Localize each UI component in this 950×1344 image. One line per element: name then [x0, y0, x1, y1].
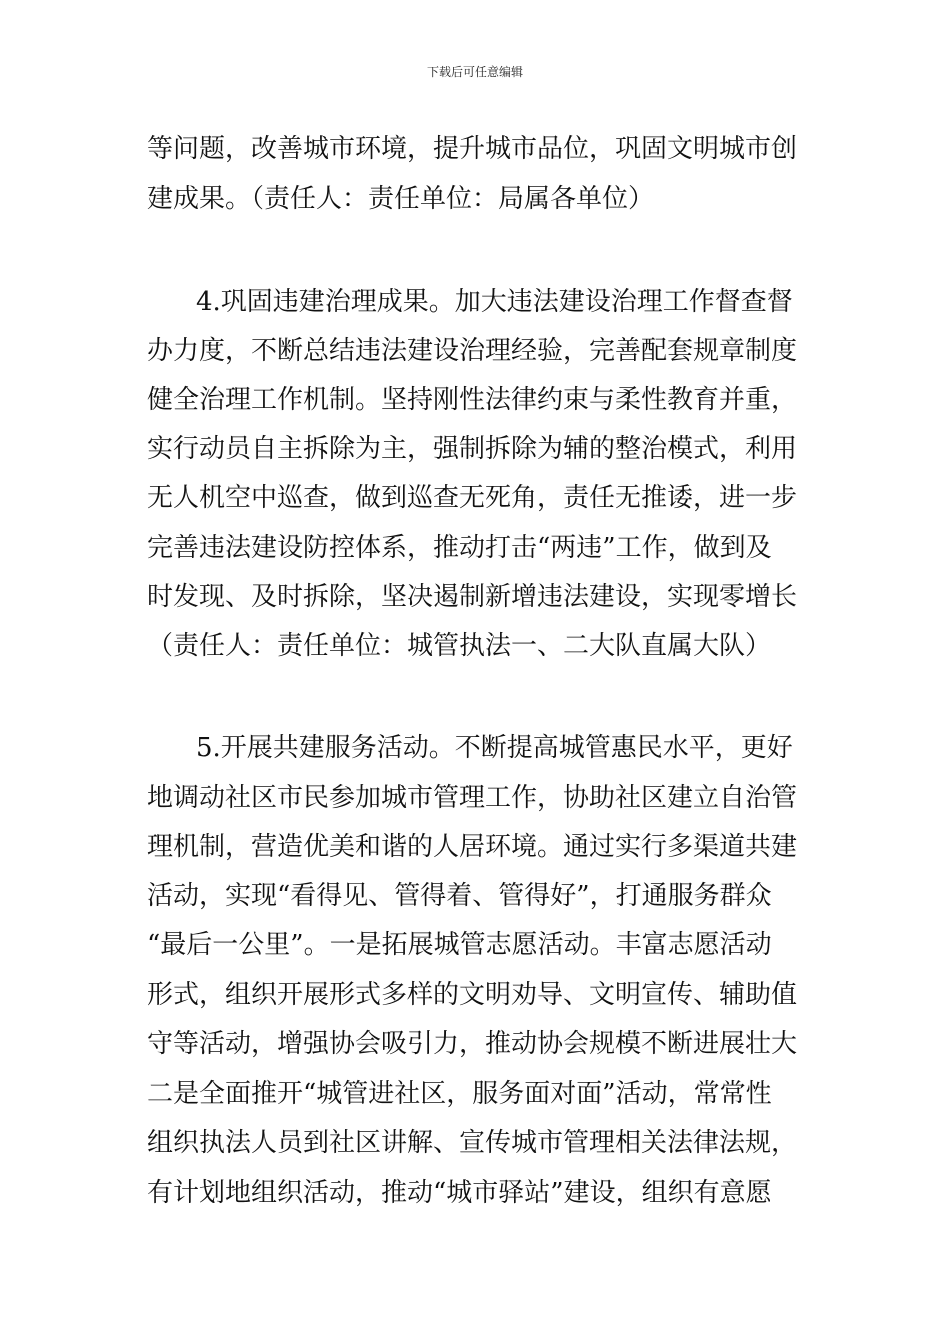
paragraph-line: 地调动社区市民参加城市管理工作，协助社区建立自治管 — [147, 783, 798, 813]
paragraph-line: 健全治理工作机制。坚持刚性法律约束与柔性教育并重， — [147, 385, 798, 415]
paragraph-line: 有计划地组织活动，推动“城市驿站”建设，组织有意愿 — [147, 1178, 772, 1208]
paragraph-line: 二是全面推开“城管进社区，服务面对面”活动，常常性 — [147, 1079, 772, 1109]
paragraph-line: 完善违法建设防控体系，推动打击“两违”工作，做到及 — [147, 533, 772, 563]
paragraph-line: 理机制，营造优美和谐的人居环境。通过实行多渠道共建 — [147, 832, 798, 862]
paragraph-line: 组织执法人员到社区讲解、宣传城市管理相关法律法规， — [147, 1128, 798, 1158]
paragraph-line: 建成果。（责任人：责任单位：局属各单位） — [147, 184, 655, 214]
paragraph-line: 等问题，改善城市环境，提升城市品位，巩固文明城市创 — [147, 134, 798, 164]
paragraph-line: 时发现、及时拆除，坚决遏制新增违法建设，实现零增长 — [147, 582, 798, 612]
paragraph-line: 形式，组织开展形式多样的文明劝导、文明宣传、辅助值 — [147, 980, 798, 1010]
page-header: 下载后可任意编辑 — [426, 65, 523, 79]
paragraph-line: 办力度，不断总结违法建设治理经验，完善配套规章制度 — [147, 336, 798, 366]
paragraph-line: 活动，实现“看得见、管得着、管得好”，打通服务群众 — [147, 881, 772, 911]
paragraph-line: 实行动员自主拆除为主，强制拆除为辅的整治模式，利用 — [147, 434, 798, 464]
paragraph-line: 5.开展共建服务活动。不断提高城管惠民水平，更好 — [196, 733, 793, 763]
paragraph-line: 4.巩固违建治理成果。加大违法建设治理工作督查督 — [196, 287, 793, 317]
paragraph-line: （责任人：责任单位：城管执法一、二大队直属大队） — [147, 631, 772, 661]
paragraph-line: 守等活动，增强协会吸引力，推动协会规模不断进展壮大 — [147, 1029, 798, 1059]
paragraph-line: 无人机空中巡查，做到巡查无死角，责任无推诿，进一步 — [147, 483, 798, 513]
paragraph-line: “最后一公里”。一是拓展城管志愿活动。丰富志愿活动 — [147, 930, 772, 960]
